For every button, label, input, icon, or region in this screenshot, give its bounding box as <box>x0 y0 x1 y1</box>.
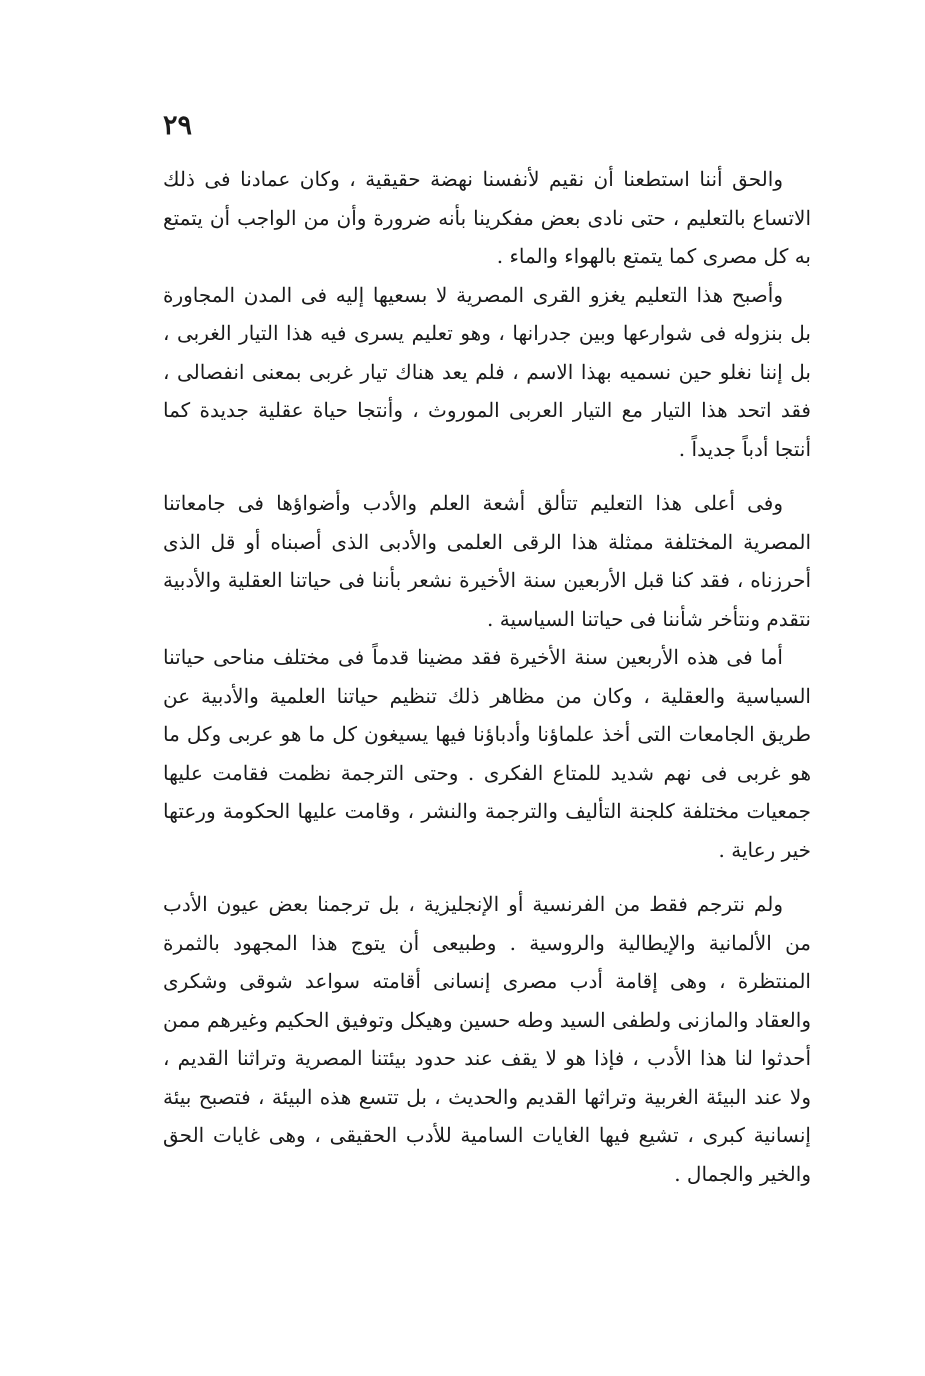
paragraph-2: وأصبح هذا التعليم يغزو القرى المصرية لا بسعيها إليه فى المدن المجاورة بل بنزوله فى شوارعها وبين جدرانها ، وهو تعليم يسرى فيه هذا التيار الغربى ، بل إننا نغلو حين نسميه بهذا الاسم ، فلم يعد هناك تيار غربى بمعنى انفصالى ، فقد اتحد هذا التيار مع التيار العربى الموروث ، وأنتجا حياة عقلية جديدة كما أنتجا أدباً جديداً . <box>163 282 812 461</box>
paragraph-5: ولم نترجم فقط من الفرنسية أو الإنجليزية ، بل ترجمنا بعض عيون الأدب من الألمانية والإيطالية والروسية . وطبيعى أن يتوج هذا المجهود بالثمرة المنتظرة ، وهى إقامة أدب مصرى إنسانى أقامته سواعد شوقى وشكرى والعقاد والمازنى ولطفى السيد وطه حسين وهيكل وتوفيق الحكيم وغيرهم ممن أحدثوا لنا هذا الأدب ، فإذا هو لا يقف عند حدود بيئتنا المصرية وتراثنا القديم ، ولا عند البيئة الغربية وتراثها القديم والحديث ، بل تتسع هذه البيئة ، فتصبح بيئة إنسانية كبرى ، تشيع فيها الغايات السامية للأدب الحقيقى ، وهى غايات الحق والخير والجمال . <box>163 892 811 1186</box>
paragraph-4: أما فى هذه الأربعين سنة الأخيرة فقد مضينا قدماً فى مختلف مناحى حياتنا السياسية والعقلية ، وكان من مظاهر ذلك تنظيم حياتنا العلمية والأدبية عن طريق الجامعات التى أخذ علماؤنا وأدباؤنا فيها يسيغون كل ما هو عربى وكل ما هو غربى فى نهم شديد للمتاع الفكرى . وحتى الترجمة نظمت فقامت عليها جمعيات مختلفة كلجنة التأليف والترجمة والنشر ، وقامت عليها الحكومة ورعتها خير رعاية . <box>163 645 811 862</box>
paragraph-1: والحق أننا استطعنا أن نقيم لأنفسنا نهضة حقيقية ، وكان عمادنا فى ذلك الاتساع بالتعليم ، حتى نادى بعض مفكرينا بأنه ضرورة وأن من الواجب أن يتمتع به كل مصرى كما يتمتع بالهواء والماء . <box>163 167 811 268</box>
page-number: ٢٩ <box>163 110 193 141</box>
paragraph-3: وفى أعلى هذا التعليم تتألق أشعة العلم والأدب وأضواؤها فى جامعاتنا المصرية المختلفة ممثلة هذا الرقى العلمى والأدبى الذى أصبناه أو قل الذى أحرزناه ، فقد كنا قبل الأربعين سنة الأخيرة نشعر بأننا فى حياتنا العقلية والأدبية نتقدم ونتأخر شأننا فى حياتنا السياسية . <box>163 491 811 631</box>
body-text <box>163 160 811 1193</box>
